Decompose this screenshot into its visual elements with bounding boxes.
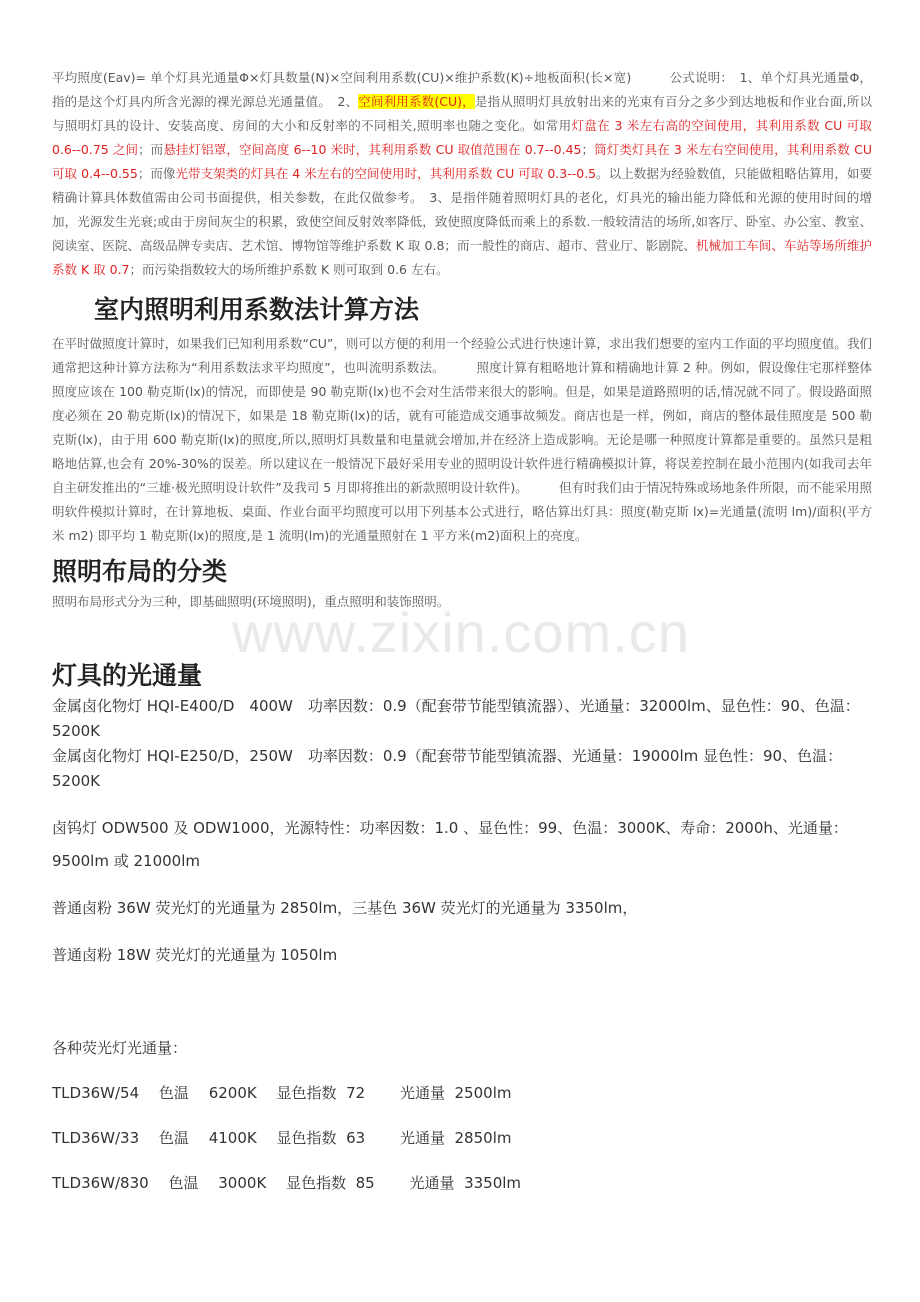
highlighted-term: 空间利用系数(CU)， — [358, 94, 475, 109]
section-heading-layout: 照明布局的分类 — [52, 557, 228, 586]
red-text: 光带支架类的灯具在 4 米左右的空间使用时，其利用系数 CU 可取 0.3--0.5 — [175, 166, 597, 181]
formula-paragraph — [52, 66, 872, 282]
text-segment: 是指从照明灯具放射出来的光束有百分之多少到达地板和作业台面,所以与照明灯具的设计、安装高度、房间的大小和反射率的不同相关,照明率也随之变化。如常用 — [52, 94, 872, 133]
spec-row: TLD36W/830 色温 3000K 显色指数 85 光通量 3350lm — [52, 1174, 522, 1192]
red-text: 机械加工车间、车站等场所维护系数 K 取 0.7 — [52, 238, 872, 277]
text-segment: ； — [581, 142, 594, 157]
layout-paragraph: 照明布局形式分为三种，即基础照明(环境照明)，重点照明和装饰照明。 — [52, 594, 450, 609]
lamp-spec: 金属卤化物灯 HQI-E400/D 400W 功率因数：0.9（配套带节能型镇流器）、光通量：32000lm、显色性：90、色温：5200K — [52, 697, 860, 740]
fluorescent-list-title: 各种荧光灯光通量： — [52, 1039, 188, 1057]
watermark: www.zixin.com.cn — [232, 601, 690, 664]
text-segment: 。以上数据为经验数值，只能做粗略估算用，如要精确计算具体数值需由公司书面提供，相关参数，在此仅做参考。 3、是指伴随着照明灯具的老化，灯具光的输出能力降低和光源的使用时间的增加，光源发生光衰;或由于房间灰尘的积累，致使空间反射效率降低，致使照度降低而乘上的系数.一般较清洁的场所,如客厅、卧室、办公室、教室、阅读室、医院、高级品牌专卖店、艺术馆、博物馆等维护系数 K 取 0.8；而一般性的商店、超市、营业厅、影剧院、 — [52, 166, 872, 253]
red-text: 悬挂灯铝罩，空间高度 6--10 米时，其利用系数 CU 取值范围在 0.7--0.45 — [163, 142, 582, 157]
text-segment: ；而污染指数较大的场所维护系数 K 则可取到 0.6 左右。 — [129, 262, 449, 277]
red-text: 筒灯类灯具在 3 米左右空间使用，其利用系数 CU 可取 0.4--0.55 — [52, 142, 872, 181]
spec-row: TLD36W/33 色温 4100K 显色指数 63 光通量 2850lm — [52, 1129, 512, 1147]
text-segment: ；而 — [138, 142, 164, 157]
section-heading-luminous-flux: 灯具的光通量 — [52, 661, 203, 690]
text-segment: ；而像 — [137, 166, 176, 181]
fluorescent-note: 普通卤粉 18W 荧光灯的光通量为 1050lm — [52, 946, 338, 964]
spec-row: TLD36W/54 色温 6200K 显色指数 72 光通量 2500lm — [52, 1084, 512, 1102]
section-heading-calc-method: 室内照明利用系数法计算方法 — [94, 295, 420, 324]
fluorescent-note: 普通卤粉 36W 荧光灯的光通量为 2850lm，三基色 36W 荧光灯的光通量为 3350lm， — [52, 899, 638, 917]
lamp-spec: 金属卤化物灯 HQI-E250/D，250W 功率因数：0.9（配套带节能型镇流器、光通量：19000lm 显色性：90、色温：5200K — [52, 747, 843, 790]
calc-method-paragraph: 在平时做照度计算时，如果我们已知利用系数“CU”，则可以方便的利用一个经验公式进行快速计算，求出我们想要的室内工作面的平均照度值。我们通常把这种计算方法称为“利用系数法求平均照度”，也叫流明系数法。 照度计算有粗略地计算和精确地计算 2 种。例如，假设像住宅那样整体照度应该在 100 勒克斯(lx)的情况，而即使是 90 勒克斯(lx)也不会对生活带来很大的影响。但是，如果是道路照明的话,情况就不同了。假设路面照度必须在 20 勒克斯(lx)的情况下，如果是 18 勒克斯(lx)的话，就有可能造成交通事故频发。商店也是一样，例如，商店的整体最佳照度是 500 勒克斯(lx)，由于用 600 勒克斯(lx)的照度,所以,照明灯具数量和电量就会增加,并在经济上造成影响。无论是哪一种照度计算都是重要的。虽然只是粗略地估算,也会有 20%-30%的误差。所以建议在一般情况下最好采用专业的照明设计软件进行精确模拟计算，将误差控制在最小范围内(如我司去年自主研发推出的“三雄·极光照明设计软件”及我司 5 月即将推出的新款照明设计软件)。 但有时我们由于情况特殊或场地条件所限，而不能采用照明软件模拟计算时，在计算地板、桌面、作业台面平均照度可以用下列基本公式进行，略估算出灯具：照度(勒克斯 lx)=光通量(流明 lm)/面积(平方米 m2) 即平均 1 勒克斯(lx)的照度,是 1 流明(lm)的光通量照射在 1 平方米(m2)面积上的亮度。 — [52, 336, 872, 543]
document-body — [52, 66, 872, 1195]
halogen-spec: 卤钨灯 ODW500 及 ODW1000，光源特性：功率因数：1.0 、显色性：99、色温：3000K、寿命：2000h、光通量：9500lm 或 21000lm — [52, 819, 848, 870]
red-text: 灯盘在 3 米左右高的空间使用，其利用系数 CU 可取 0.6--0.75 之间 — [52, 118, 872, 157]
text-segment: 平均照度(Eav)= 单个灯具光通量Φ×灯具数量(N)×空间利用系数(CU)×维护系数(K)÷地板面积(长×宽) 公式说明： 1、单个灯具光通量Φ，指的是这个灯具内所含光源的裸光源总光通量值。 2、 — [52, 70, 872, 109]
